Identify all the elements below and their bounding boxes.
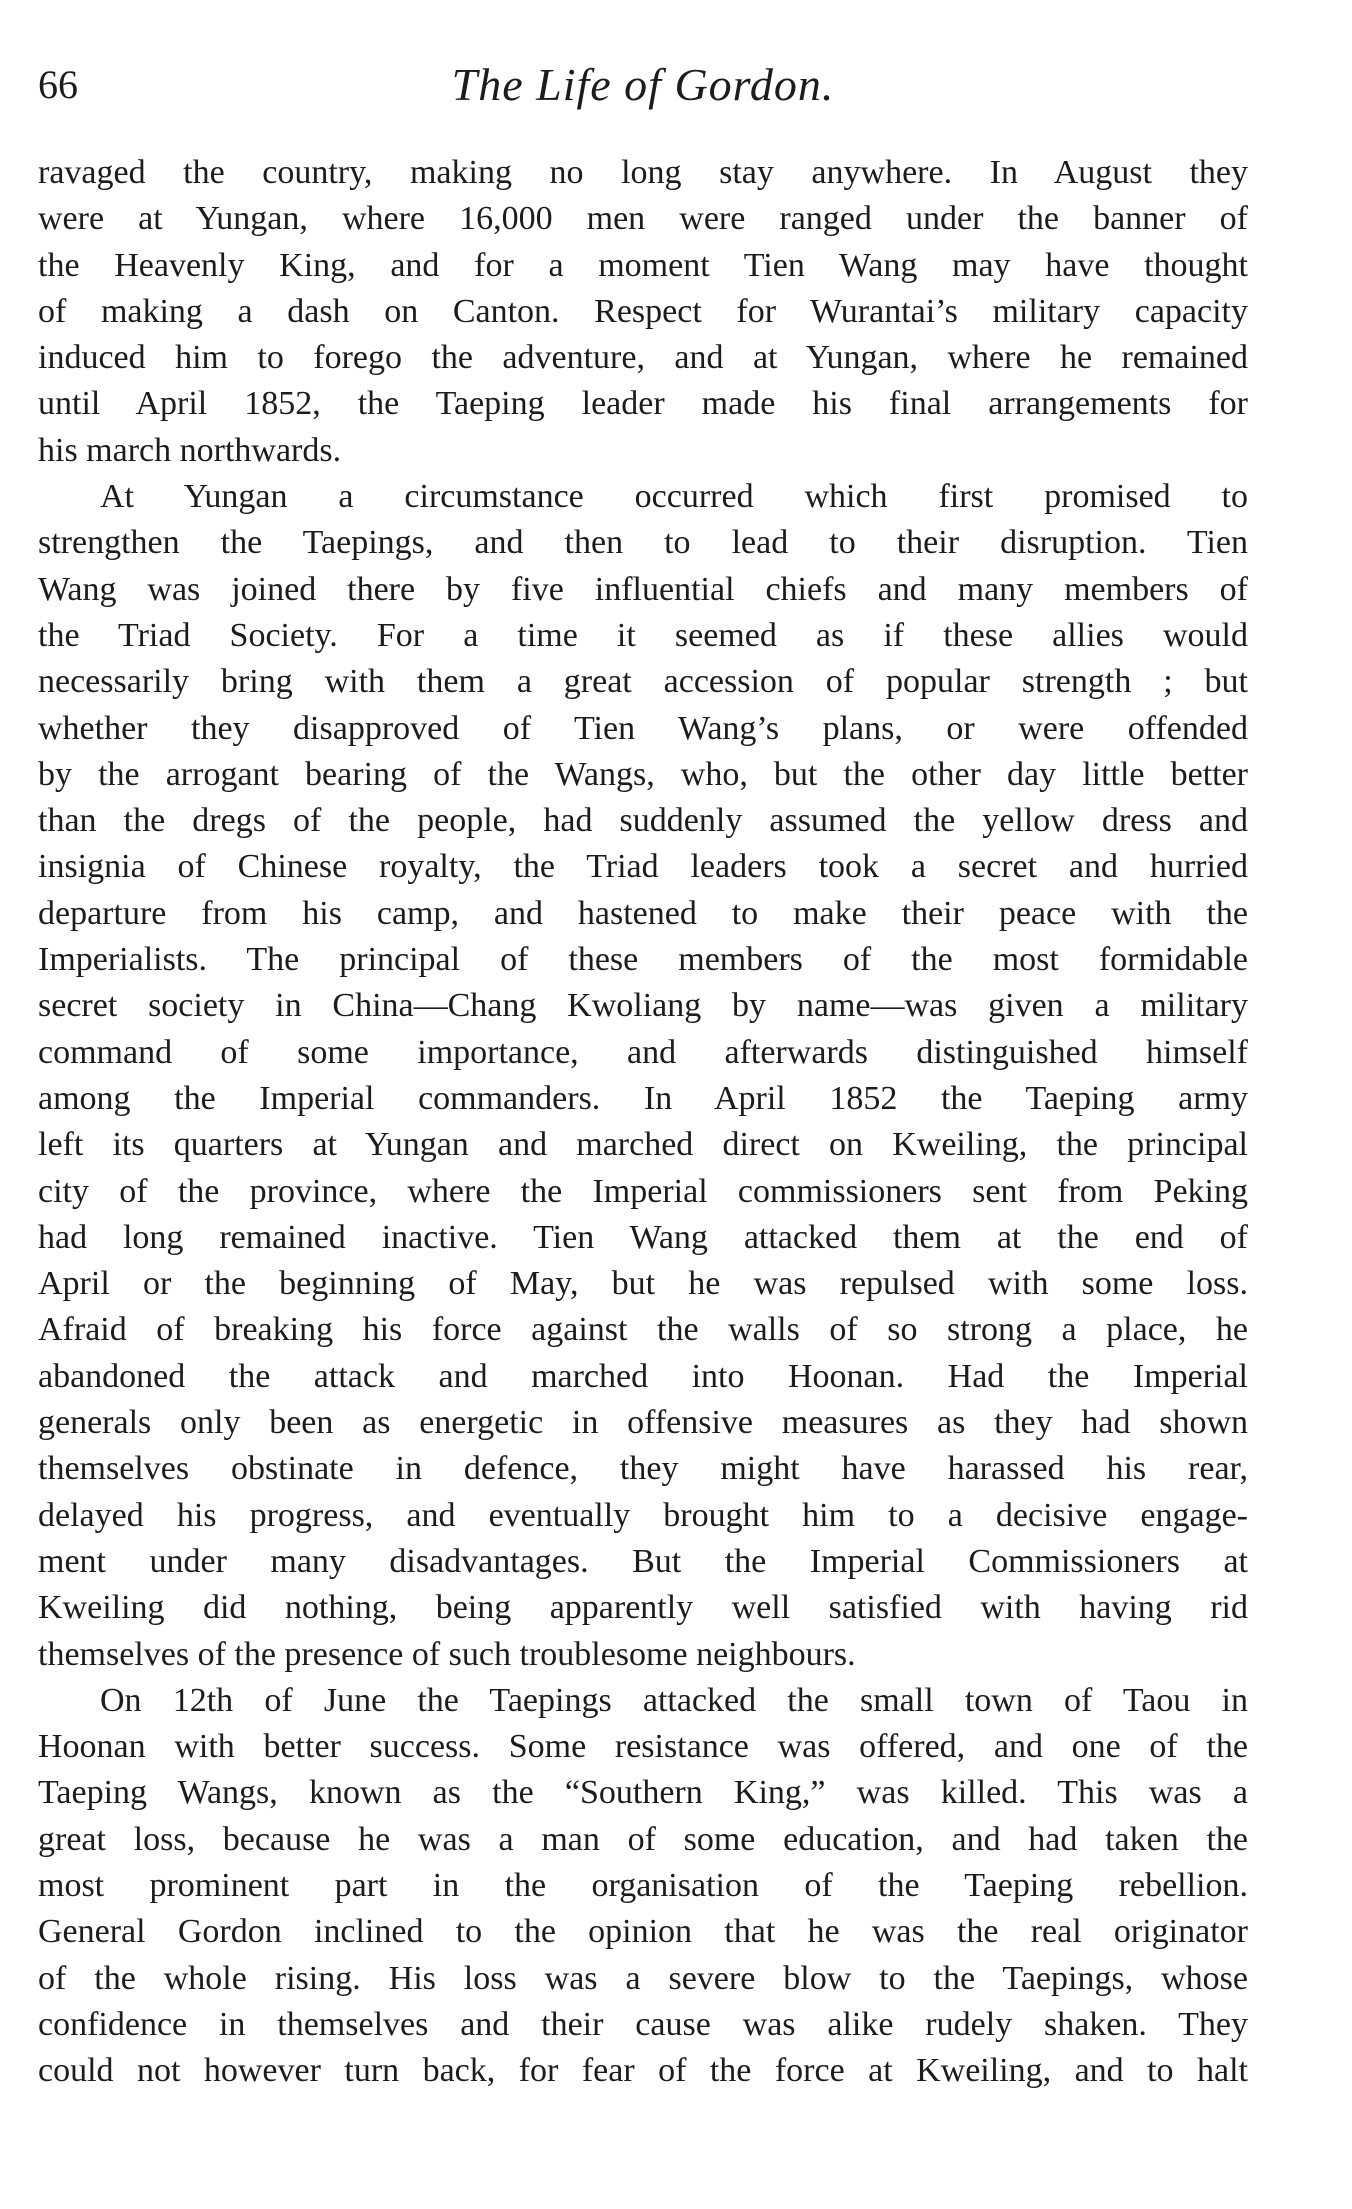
text-line: necessarily bring with them a great accession of popular strength ; but [38,663,1248,701]
text-line: most prominent part in the organisation of the Taeping rebellion. [38,1866,1248,1904]
text-line: insignia of Chinese royalty, the Triad leaders took a secret and hurried [38,848,1248,886]
paragraph [38,150,1248,474]
text-line: by the arrogant bearing of the Wangs, who, but the other day little better [38,755,1248,793]
text-line: had long remained inactive. Tien Wang attacked them at the end of [38,1218,1248,1256]
paragraph [38,1678,1248,2095]
text-line: could not however turn back, for fear of the force at Kweiling, and to halt [38,2052,1248,2090]
text-line: At Yungan a circumstance occurred which first promised to [100,478,1248,516]
text-line: departure from his camp, and hastened to make their peace with the [38,894,1248,932]
text-line: than the dregs of the people, had suddenly assumed the yellow dress and [38,802,1248,840]
text-line: confidence in themselves and their cause was alike rudely shaken. They [38,2005,1248,2043]
paragraph [38,474,1248,1678]
text-line: themselves of the presence of such troublesome neighbours. [38,1635,856,1673]
text-line: abandoned the attack and marched into Hoonan. Had the Imperial [38,1357,1248,1395]
running-title: The Life of Gordon. [451,59,835,110]
text-line: whether they disapproved of Tien Wang’s plans, or were offended [38,709,1248,747]
text-line: of making a dash on Canton. Respect for Wurantai’s military capacity [38,292,1248,330]
text-line: themselves obstinate in defence, they might have harassed his rear, [38,1450,1248,1488]
text-line: among the Imperial commanders. In April 1852 the Taeping army [38,1079,1248,1117]
text-line: induced him to forego the adventure, and at Yungan, where he remained [38,339,1248,377]
text-line: command of some importance, and afterwards distinguished himself [38,1033,1248,1071]
text-line: were at Yungan, where 16,000 men were ranged under the banner of [38,200,1248,238]
text-line: Wang was joined there by five influential chiefs and many members of [38,570,1248,608]
text-line: the Triad Society. For a time it seemed as if these allies would [38,616,1248,654]
text-line: left its quarters at Yungan and marched direct on Kweiling, the principal [38,1126,1248,1164]
body-text [38,150,1248,2094]
text-line: ravaged the country, making no long stay anywhere. In August they [38,154,1248,191]
text-line: Afraid of breaking his force against the walls of so strong a place, he [38,1311,1248,1349]
text-line: Imperialists. The principal of these members of the most formidable [38,941,1248,979]
text-line: secret society in China—Chang Kwoliang by name—was given a military [38,987,1248,1025]
text-line: Hoonan with better success. Some resistance was offered, and one of the [38,1728,1248,1766]
text-line: city of the province, where the Imperial commissioners sent from Peking [38,1172,1248,1210]
text-line: General Gordon inclined to the opinion that he was the real originator [38,1913,1248,1951]
text-line: of the whole rising. His loss was a severe blow to the Taepings, whose [38,1959,1248,1997]
text-line: delayed his progress, and eventually brought him to a decisive engage- [38,1496,1248,1534]
text-line: Taeping Wangs, known as the “Southern King,” was killed. This was a [38,1774,1248,1812]
text-line: his march northwards. [38,431,342,469]
running-head [38,55,1248,115]
page-number: 66 [38,62,78,107]
text-line: the Heavenly King, and for a moment Tien Wang may have thought [38,246,1248,284]
text-line: strengthen the Taepings, and then to lead to their disruption. Tien [38,524,1248,562]
text-line: ment under many disadvantages. But the Imperial Commissioners at [38,1542,1248,1580]
text-line: great loss, because he was a man of some education, and had taken the [38,1820,1248,1858]
text-line: until April 1852, the Taeping leader made his final arrangements for [38,385,1248,423]
text-line: On 12th of June the Taepings attacked the small town of Taou in [100,1681,1248,1719]
text-line: April or the beginning of May, but he was repulsed with some loss. [38,1265,1248,1303]
text-line: Kweiling did nothing, being apparently well satisfied with having rid [38,1589,1248,1627]
text-line: generals only been as energetic in offensive measures as they had shown [38,1404,1248,1442]
